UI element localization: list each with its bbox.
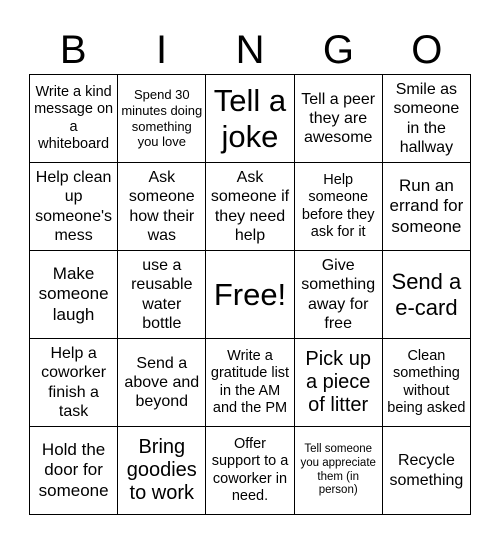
bingo-cell-r5c5[interactable] — [383, 427, 471, 515]
bingo-cell-r1c5[interactable] — [383, 75, 471, 163]
bingo-board — [29, 74, 471, 515]
bingo-cell-r5c1[interactable] — [30, 427, 118, 515]
bingo-cell-r1c3[interactable] — [206, 75, 294, 163]
cell-text: Write a kind message on a whiteboard — [34, 83, 114, 152]
cell-text: Recycle something — [389, 452, 464, 489]
cell-text: Ask someone how their was — [128, 169, 195, 244]
bingo-cell-r5c3[interactable] — [206, 427, 294, 515]
cell-text: Bring goodies to work — [126, 436, 197, 504]
bingo-cell-r2c5[interactable] — [383, 163, 471, 251]
bingo-cell-r5c2[interactable] — [118, 427, 206, 515]
cell-text: Send a above and beyond — [124, 354, 200, 411]
cell-text: Help a coworker finish a task — [41, 345, 107, 420]
bingo-cell-r4c4[interactable] — [295, 339, 383, 427]
cell-text: Hold the door for someone — [38, 439, 109, 500]
cell-text: use a reusable water bottle — [131, 257, 193, 332]
cell-text: Clean something without being asked — [387, 347, 466, 416]
bingo-cell-r2c1[interactable] — [30, 163, 118, 251]
bingo-cell-r3c5[interactable] — [383, 251, 471, 339]
cell-text: Help clean up someone's mess — [35, 169, 113, 244]
bingo-cell-r2c3[interactable] — [206, 163, 294, 251]
bingo-cell-r3c4[interactable] — [295, 251, 383, 339]
cell-text: Offer support to a coworker in need. — [211, 435, 289, 504]
cell-text: Ask someone if they need help — [210, 169, 290, 244]
bingo-cell-r2c2[interactable] — [118, 163, 206, 251]
cell-text: Spend 30 minutes doing something you love — [121, 87, 203, 150]
cell-text: Write a gratitude list in the AM and the PM — [210, 347, 290, 416]
header-letter-o: O — [411, 28, 443, 72]
cell-text: Pick up a piece of litter — [305, 348, 371, 416]
bingo-cell-r5c4[interactable] — [295, 427, 383, 515]
cell-text: Tell a peer they are awesome — [301, 90, 376, 147]
cell-text: Tell a joke — [213, 82, 287, 154]
bingo-cell-r4c5[interactable] — [383, 339, 471, 427]
cell-text: Run an errand for someone — [389, 175, 464, 236]
cell-text: Tell someone you appreciate them (in person) — [300, 442, 376, 497]
cell-text: Help someone before they ask for it — [301, 171, 375, 240]
bingo-cell-r1c1[interactable] — [30, 75, 118, 163]
bingo-cell-r3c2[interactable] — [118, 251, 206, 339]
header-letter-b: B — [59, 28, 87, 72]
cell-text: Free! — [213, 276, 287, 312]
bingo-cell-r1c4[interactable] — [295, 75, 383, 163]
header-letter-i: I — [156, 28, 168, 72]
header-letter-g: G — [322, 28, 354, 72]
cell-text: Smile as someone in the hallway — [393, 81, 460, 156]
bingo-cell-free[interactable] — [206, 251, 294, 339]
bingo-cell-r2c4[interactable] — [295, 163, 383, 251]
bingo-cell-r4c3[interactable] — [206, 339, 294, 427]
bingo-cell-r4c1[interactable] — [30, 339, 118, 427]
bingo-cell-r1c2[interactable] — [118, 75, 206, 163]
cell-text: Make someone laugh — [38, 263, 109, 324]
bingo-cell-r4c2[interactable] — [118, 339, 206, 427]
cell-text: Give something away for free — [301, 257, 376, 332]
bingo-cell-r3c1[interactable] — [30, 251, 118, 339]
cell-text: Send a e-card — [391, 269, 462, 320]
bingo-header — [29, 26, 471, 74]
header-letter-n: N — [235, 28, 265, 72]
